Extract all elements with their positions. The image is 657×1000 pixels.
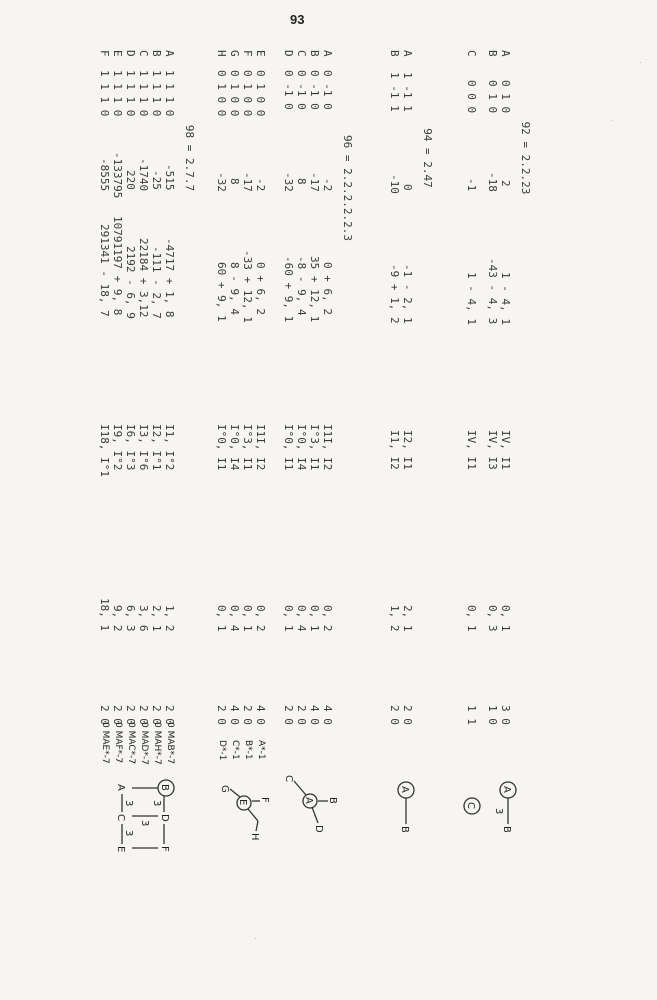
graph-edge-label: 3 [139, 820, 150, 827]
row-roman: IV, I1 [499, 430, 512, 470]
row-coords: 0, 1 [465, 605, 478, 632]
handwritten-note: B*-1 [243, 740, 253, 760]
row-value: -32 [282, 172, 295, 192]
row-pair: -60 + 9, 1 [282, 256, 295, 323]
row-coords: 2, 1 [150, 605, 163, 632]
row-label: A [163, 50, 176, 57]
row-roman: I°3, I1 [308, 424, 321, 471]
row-value: -2 [254, 178, 267, 192]
graph-node-label: E [237, 799, 248, 806]
handwritten-note: 0 MAC*-7 [126, 722, 136, 765]
graph-edge [312, 807, 318, 823]
block-caption: 94 = 2.47 [421, 128, 434, 188]
graph-edge [294, 781, 306, 795]
row-label: C [295, 50, 308, 57]
row-pair: -43 - 4, 3 [486, 258, 499, 325]
rotated-table [80, 40, 640, 900]
graph-node-label: F [259, 797, 270, 803]
row-coords: 0, 2 [321, 605, 334, 632]
row-marks: 2 0 [111, 705, 124, 725]
row-value: 220 [124, 170, 137, 190]
handwritten-note: 0 MAH*-7 [152, 722, 162, 765]
graph-node-label: A [115, 784, 126, 791]
row-marks: 2 0 [282, 705, 295, 725]
row-marks: 4 0 [228, 705, 241, 725]
row-value: -1 [465, 178, 478, 192]
handwritten-note: D*-1 [217, 740, 227, 761]
row-roman: I1I, I2 [321, 424, 334, 471]
row-vector: 0 -1 0 [295, 70, 308, 110]
row-pair: -8 - 9, 4 [295, 256, 308, 316]
row-pair: 10791197 + 9, 8 [111, 216, 124, 316]
graph-node-label: D [313, 825, 324, 833]
handwritten-note: 0 MAB*-7 [165, 722, 175, 765]
row-label: D [282, 50, 295, 57]
graph-edge-label: 3 [123, 800, 134, 807]
graph-edge [230, 789, 240, 797]
row-pair: 22184 + 3,12 [137, 238, 150, 318]
row-value: -17 [241, 172, 254, 192]
graph-node-label: G [219, 785, 230, 793]
row-value: -1740 [137, 158, 150, 192]
graph-edge [256, 821, 258, 831]
row-label: A [499, 50, 512, 57]
row-pair: -1 - 2, 1 [401, 264, 414, 324]
row-pair: 2192 - 6, 9 [124, 246, 137, 319]
block-caption: 98 = 2.7.7 [183, 124, 196, 192]
graph-96-abcd [280, 775, 340, 845]
row-coords: 0, 3 [486, 605, 499, 632]
row-vector: 0 1 0 0 [215, 70, 228, 117]
row-coords: 0, 1 [499, 605, 512, 632]
row-value: -2 [321, 178, 334, 192]
graph-98 [98, 778, 178, 868]
row-marks: 2 0 [124, 705, 137, 725]
graph-node-label: C [283, 775, 294, 782]
row-roman: I°0, I4 [295, 424, 308, 471]
graph-node-label: A [399, 786, 410, 793]
row-roman: I°3, I1 [241, 424, 254, 471]
graph-node-label: A [501, 786, 512, 793]
graph-node-label: C [465, 802, 476, 809]
row-pair: -111 - 2, 7 [150, 246, 163, 319]
handwritten-note: 0 MAE*-7 [100, 722, 110, 764]
graph-92-ab [460, 780, 520, 860]
row-marks: 4 0 [254, 705, 267, 725]
row-label: B [486, 50, 499, 57]
row-marks: 2 0 [137, 705, 150, 725]
row-vector: 1 1 1 0 [163, 70, 176, 117]
row-marks: 2 0 [163, 705, 176, 725]
graph-edge-label: 3 [123, 830, 134, 837]
row-vector: 1 -1 1 [401, 72, 414, 112]
row-roman: IV, I3 [486, 430, 499, 470]
graph-node-label: F [159, 846, 170, 852]
row-label: B [150, 50, 163, 57]
row-coords: 9, 2 [111, 605, 124, 632]
row-value: -17 [308, 172, 321, 192]
row-value: -10 [388, 174, 401, 194]
handwritten-note: A*-1 [256, 740, 266, 760]
row-label: C [465, 50, 478, 57]
row-value: -8555 [98, 158, 111, 192]
row-vector: 1 1 1 0 [137, 70, 150, 117]
row-label: F [241, 50, 254, 57]
row-roman: I9, I°2 [111, 424, 124, 471]
row-label: H [215, 50, 228, 57]
scan-speck [255, 938, 256, 939]
row-marks: 2 0 [388, 705, 401, 725]
row-roman: I6, I°3 [124, 424, 137, 471]
graph-96-efgh [212, 785, 272, 855]
row-marks: 2 0 [98, 705, 111, 725]
row-vector: 0 -1 0 [282, 70, 295, 110]
row-vector: 1 1 1 0 [124, 70, 137, 117]
scan-speck [640, 62, 641, 63]
graph-node-label: C [115, 814, 126, 821]
row-value: 8 [228, 178, 241, 185]
row-pair: 0 + 6, 2 [254, 262, 267, 315]
row-vector: 0 1 0 [499, 80, 512, 114]
graph-node-label: H [249, 833, 260, 841]
row-roman: I2, I°1 [150, 424, 163, 471]
page-number: 93 [290, 12, 305, 27]
row-marks: 1 0 [486, 705, 499, 725]
row-roman: I2, I1 [401, 430, 414, 470]
row-coords: 3, 6 [137, 605, 150, 632]
row-value: -32 [215, 172, 228, 192]
row-vector: 0 1 0 [486, 80, 499, 114]
handwritten-note: 0 MAF*-7 [113, 722, 123, 764]
row-roman: I1, I2 [388, 430, 401, 470]
row-coords: 0, 4 [228, 605, 241, 632]
row-roman: I°0, I1 [282, 424, 295, 471]
row-label: D [124, 50, 137, 57]
row-marks: 2 0 [150, 705, 163, 725]
row-coords: 0, 2 [254, 605, 267, 632]
row-pair: 1 - 4, 1 [465, 272, 478, 325]
row-coords: 0, 1 [308, 605, 321, 632]
row-marks: 2 0 [215, 705, 228, 725]
row-marks: 2 0 [295, 705, 308, 725]
row-label: E [111, 50, 124, 57]
row-label: A [401, 50, 414, 57]
row-coords: 2, 1 [401, 605, 414, 632]
row-label: B [388, 50, 401, 57]
row-coords: 0, 1 [241, 605, 254, 632]
row-vector: 0 -1 0 [308, 70, 321, 110]
row-pair: -4717 + 1, 8 [163, 238, 176, 318]
row-coords: 18, 1 [98, 598, 111, 632]
row-vector: 1 1 1 0 [150, 70, 163, 117]
row-value: -25 [150, 170, 163, 190]
handwritten-note: C*-1 [230, 740, 240, 760]
row-value: 2 [499, 180, 512, 187]
row-label: E [254, 50, 267, 57]
row-coords: 6, 3 [124, 605, 137, 632]
graph-edge [248, 809, 258, 821]
row-roman: I°0, I4 [228, 424, 241, 471]
row-value: 0 [401, 184, 414, 191]
scan-speck [612, 120, 613, 121]
row-roman: I°0, I1 [215, 424, 228, 471]
row-vector: 0 0 0 [465, 80, 478, 114]
graph-node-label: D [159, 814, 170, 822]
row-pair: -9 + 1, 2 [388, 264, 401, 324]
row-label: G [228, 50, 241, 57]
block-caption: 92 = 2.2.23 [519, 121, 532, 195]
row-roman: I18, I°1 [98, 424, 111, 477]
graph-94-ab [394, 780, 418, 840]
row-vector: 1 1 1 0 [98, 70, 111, 117]
row-pair: -33 + 12, 1 [241, 250, 254, 323]
row-pair: 291341 - 18, 7 [98, 224, 111, 317]
row-vector: 1 1 1 0 [111, 70, 124, 117]
row-roman: IV, I1 [465, 430, 478, 470]
row-roman: I1, I°2 [163, 424, 176, 471]
graph-edge-label: 3 [493, 808, 504, 815]
graph-node-label: B [501, 826, 512, 833]
row-value: 8 [295, 178, 308, 185]
handwritten-note: 0 MAD*-7 [139, 722, 149, 765]
row-vector: 1 -1 1 [388, 72, 401, 112]
graph-node-label: B [327, 797, 338, 804]
graph-node-label: A [303, 797, 314, 804]
row-value: -18 [486, 172, 499, 192]
row-label: F [98, 50, 111, 57]
graph-node-label: B [399, 826, 410, 833]
row-label: C [137, 50, 150, 57]
row-value: -133795 [111, 152, 124, 199]
row-pair: 8 - 9, 4 [228, 262, 241, 315]
row-coords: 1, 2 [163, 605, 176, 632]
row-label: B [308, 50, 321, 57]
row-coords: 0, 1 [215, 605, 228, 632]
row-vector: 0 -1 0 [321, 70, 334, 110]
row-pair: 1 - 4, 1 [499, 272, 512, 325]
row-roman: I1I, I2 [254, 424, 267, 471]
row-marks: 4 0 [321, 705, 334, 725]
row-coords: 0, 4 [295, 605, 308, 632]
row-vector: 0 1 0 0 [228, 70, 241, 117]
row-marks: 4 0 [308, 705, 321, 725]
graph-node-label: B [159, 784, 170, 791]
row-vector: 0 1 0 0 [254, 70, 267, 117]
row-marks: 1 1 [465, 705, 478, 725]
row-pair: 0 + 6, 2 [321, 262, 334, 315]
row-marks: 2 0 [401, 705, 414, 725]
row-pair: 35 + 12, 1 [308, 256, 321, 323]
row-marks: 2 0 [241, 705, 254, 725]
graph-edge-label: 3 [151, 800, 162, 807]
row-vector: 0 1 0 0 [241, 70, 254, 117]
row-label: A [321, 50, 334, 57]
row-roman: I3, I°6 [137, 424, 150, 471]
block-caption: 96 = 2.2.2.2.2.3 [341, 135, 354, 241]
graph-node-label: E [115, 846, 126, 853]
row-coords: 1, 2 [388, 605, 401, 632]
row-value: -515 [163, 164, 176, 191]
row-marks: 3 0 [499, 705, 512, 725]
row-pair: 60 + 9, 1 [215, 262, 228, 322]
row-coords: 0, 1 [282, 605, 295, 632]
